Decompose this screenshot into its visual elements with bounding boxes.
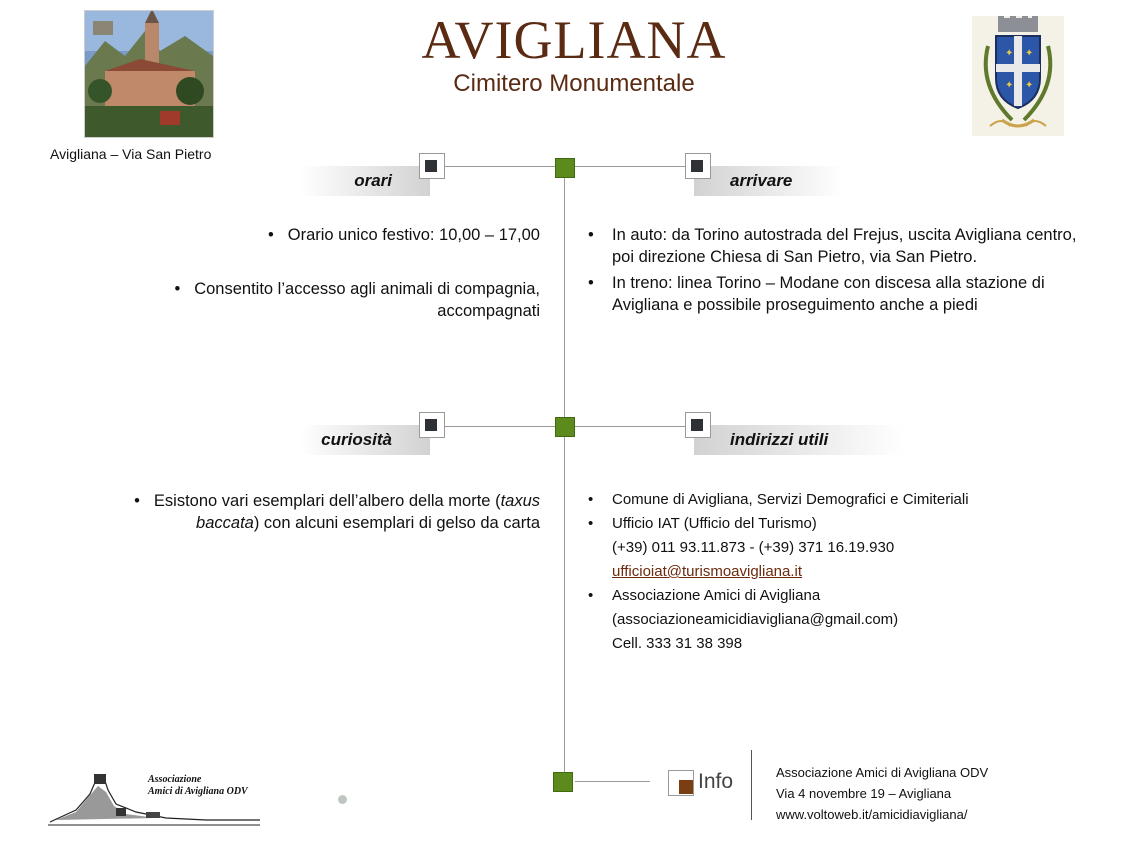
connector-line [564,434,565,780]
coat-of-arms-emblem [972,16,1064,136]
section-header-curiosita [300,425,430,455]
connector-line [445,166,555,167]
footer-contact [776,762,988,825]
green-node [555,158,575,178]
list-item: • Comune di Avigliana, Servizi Demografici e Cimiteriali [588,491,969,508]
svg-text:✦: ✦ [1025,48,1034,59]
green-node [553,772,573,792]
indirizzi-list [586,488,1106,656]
info-square-icon [668,770,694,796]
list-item: • Esistono vari esemplari dell’albero della morte (taxus baccata) con alcuni esemplari di gelso da carta [134,492,540,532]
footer-divider [751,750,752,820]
list-item: • Associazione Amici di Avigliana (associazioneamicidiavigliana@gmail.com) Cell. 333 31 38 398 [588,587,899,652]
connector-line [575,166,685,167]
decorative-dot [338,795,347,804]
list-item: • Consentito l’accesso agli animali di compagnia, accompagnati [174,280,540,320]
list-item: • Orario unico festivo: 10,00 – 17,00 [267,226,540,244]
green-node [555,417,575,437]
list-item: • Ufficio IAT (Ufficio del Turismo) (+39) 011 93.11.873 - (+39) 371 16.19.930 ufficioiat@turismoavigliana.it [588,515,895,580]
square-bullet-icon [419,153,445,179]
footer-address: Via 4 novembre 19 – Avigliana [776,786,952,801]
photo-caption: Avigliana – Via San Pietro [50,146,212,162]
list-item: • In treno: linea Torino – Modane con discesa alla stazione di Avigliana e possibile proseguimento anche a piedi [588,274,1045,314]
connector-line [575,781,650,782]
connector-line [575,426,685,427]
section-label: indirizzi utili [730,430,829,449]
square-bullet-icon [419,412,445,438]
orari-list [110,224,540,322]
page-title: AVIGLIANA [421,10,727,70]
page-subtitle: Cimitero Monumentale [453,70,695,97]
section-header-arrivare [694,166,844,196]
email-link[interactable]: ufficioiat@turismoavigliana.it [612,563,803,580]
section-header-indirizzi [694,425,904,455]
section-label: arrivare [730,171,793,190]
section-header-orari [300,166,430,196]
list-item: • In auto: da Torino autostrada del Frejus, uscita Avigliana centro, poi direzione Chiesa di San Pietro, via San Pietro. [588,226,1077,266]
square-bullet-icon [685,412,711,438]
footer-org-name: Associazione Amici di Avigliana ODV [776,765,989,780]
connector-line [564,172,565,422]
curiosita-list [72,490,540,534]
logo-text: Associazione Amici di Avigliana ODV [148,774,248,797]
svg-text:✦: ✦ [1005,48,1014,59]
info-label: Info [698,770,734,793]
arrivare-list [586,224,1086,316]
square-bullet-icon [685,153,711,179]
section-label: orari [354,171,392,190]
section-label: curiosità [321,430,392,449]
svg-text:✦: ✦ [1005,80,1014,91]
footer-website[interactable]: www.voltoweb.it/amicidiavigliana/ [776,807,968,822]
svg-text:✦: ✦ [1025,80,1034,91]
connector-line [445,426,555,427]
